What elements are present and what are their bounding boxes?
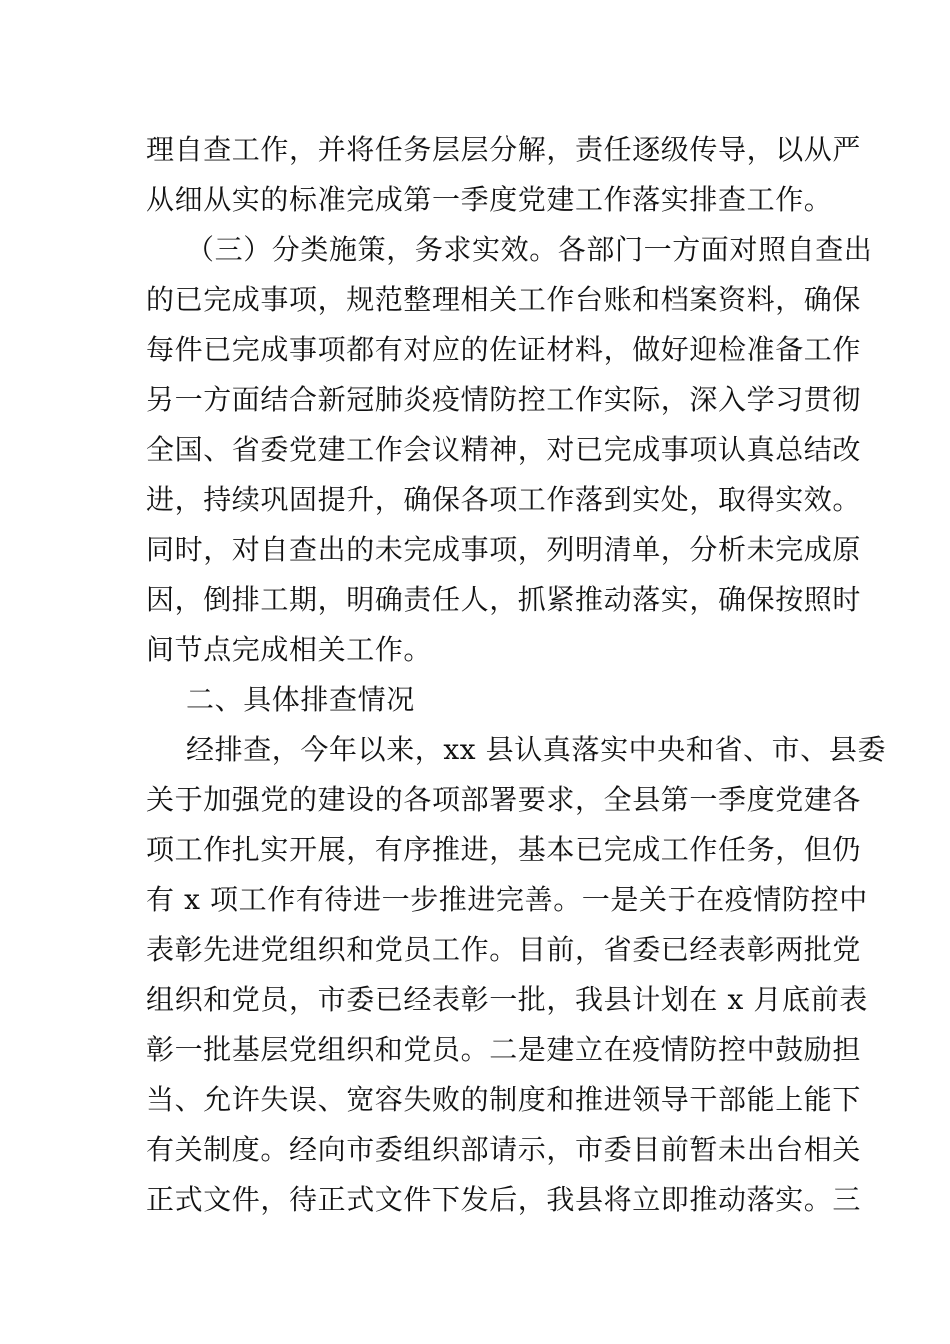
text-line: 另一方面结合新冠肺炎疫情防控工作实际，深入学习贯彻 (146, 383, 862, 416)
text-line: 有 x 项工作有待进一步推进完善。一是关于在疫情防控中 (146, 883, 868, 916)
text-line: 彰一批基层党组织和党员。二是建立在疫情防控中鼓励担 (146, 1033, 862, 1066)
text-line: 同时，对自查出的未完成事项，列明清单，分析未完成原 (146, 533, 862, 566)
paragraph-start-line: 经排查，今年以来，xx 县认真落实中央和省、市、县委 (186, 733, 887, 766)
text-line: 进，持续巩固提升，确保各项工作落到实处，取得实效。 (146, 483, 862, 516)
text-line: 从细从实的标准完成第一季度党建工作落实排查工作。 (146, 183, 833, 216)
text-line: 当、允许失误、宽容失败的制度和推进领导干部能上能下 (146, 1083, 862, 1116)
section-title: 二、具体排查情况 (186, 683, 415, 716)
text-line: 表彰先进党组织和党员工作。目前，省委已经表彰两批党 (146, 933, 862, 966)
section-heading-line: （三）分类施策，务求实效。各部门一方面对照自查出 (186, 233, 873, 266)
text-line: 间节点完成相关工作。 (146, 633, 433, 666)
text-line: 的已完成事项，规范整理相关工作台账和档案资料，确保 (146, 283, 862, 316)
text-line: 组织和党员，市委已经表彰一批，我县计划在 x 月底前表 (146, 983, 868, 1016)
text-line: 正式文件，待正式文件下发后，我县将立即推动落实。三 (146, 1183, 862, 1216)
text-line: 因，倒排工期，明确责任人，抓紧推动落实，确保按照时 (146, 583, 862, 616)
text-line: 关于加强党的建设的各项部署要求，全县第一季度党建各 (146, 783, 862, 816)
text-line: 项工作扎实开展，有序推进，基本已完成工作任务，但仍 (146, 833, 862, 866)
text-line: 有关制度。经向市委组织部请示，市委目前暂未出台相关 (146, 1133, 862, 1166)
text-line: 每件已完成事项都有对应的佐证材料，做好迎检准备工作 (146, 333, 862, 366)
text-line: 全国、省委党建工作会议精神，对已完成事项认真总结改 (146, 433, 862, 466)
text-line: 理自查工作，并将任务层层分解，责任逐级传导，以从严 (146, 133, 862, 166)
